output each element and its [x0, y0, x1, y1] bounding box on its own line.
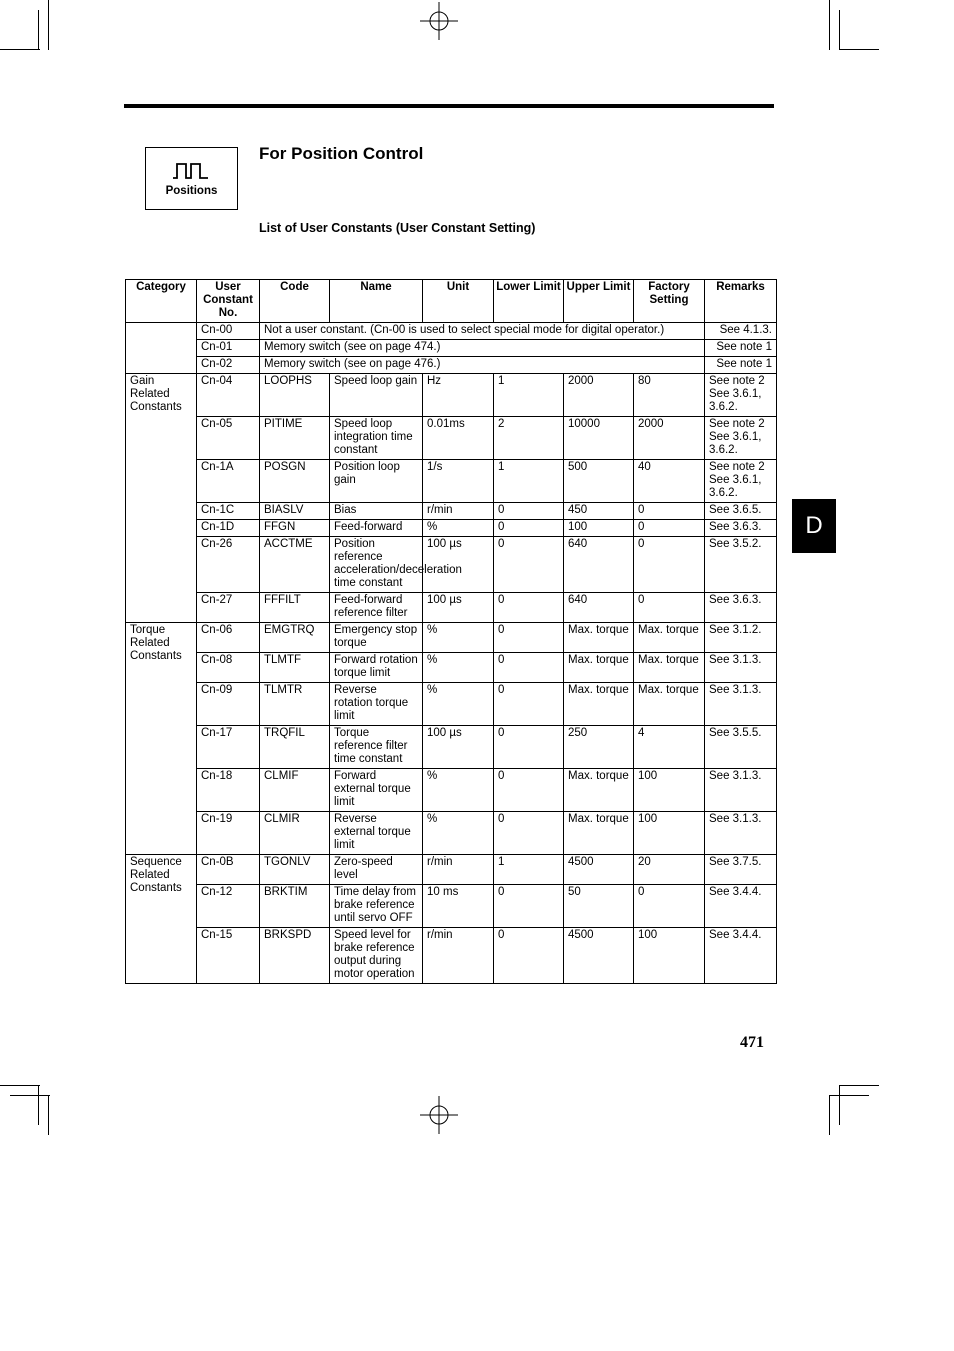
crop-mark [839, 10, 840, 50]
table-row [126, 653, 777, 683]
name-cell: Torque reference filter time constant [330, 726, 423, 769]
factory-setting-cell: 100 [634, 928, 705, 984]
upper-limit-cell: 640 [564, 537, 634, 593]
constant-no-cell: Cn-12 [197, 885, 260, 928]
table-row [126, 503, 777, 520]
upper-limit-cell: 250 [564, 726, 634, 769]
remarks-cell: See 3.7.5. [705, 855, 777, 885]
code-cell: BIASLV [260, 503, 330, 520]
constant-no-cell: Cn-1A [197, 460, 260, 503]
name-cell: Forward external torque limit [330, 769, 423, 812]
remarks-cell: See 3.4.4. [705, 885, 777, 928]
crop-mark [0, 1085, 40, 1086]
remarks-cell: See 3.6.5. [705, 503, 777, 520]
factory-setting-cell: 0 [634, 520, 705, 537]
header-code: Code [260, 280, 330, 323]
unit-cell: % [423, 812, 494, 855]
unit-cell: 100 µs [423, 726, 494, 769]
code-cell: POSGN [260, 460, 330, 503]
constant-no-cell: Cn-08 [197, 653, 260, 683]
remarks-cell: See 3.5.5. [705, 726, 777, 769]
name-cell: Feed-forward [330, 520, 423, 537]
constant-no-cell: Cn-09 [197, 683, 260, 726]
pulse-train-icon [172, 162, 212, 180]
lower-limit-cell: 0 [494, 593, 564, 623]
factory-setting-cell: 2000 [634, 417, 705, 460]
code-cell: CLMIR [260, 812, 330, 855]
upper-limit-cell: Max. torque [564, 769, 634, 812]
unit-cell: 100 µs [423, 593, 494, 623]
lower-limit-cell: 0 [494, 885, 564, 928]
upper-limit-cell: 2000 [564, 374, 634, 417]
name-cell: Position loop gain [330, 460, 423, 503]
table-row-special [126, 340, 777, 357]
remarks-cell: See 3.5.2. [705, 537, 777, 593]
constant-no-cell: Cn-17 [197, 726, 260, 769]
constant-no-cell: Cn-06 [197, 623, 260, 653]
name-cell: Emergency stop torque [330, 623, 423, 653]
unit-cell: 1/s [423, 460, 494, 503]
page-title: For Position Control [259, 144, 424, 163]
remarks-cell: See 3.1.3. [705, 683, 777, 726]
code-cell: FFFILT [260, 593, 330, 623]
unit-cell: % [423, 769, 494, 812]
code-cell: ACCTME [260, 537, 330, 593]
lower-limit-cell: 1 [494, 855, 564, 885]
positions-label: Positions [165, 185, 218, 197]
factory-setting-cell: 0 [634, 503, 705, 520]
description-cell: Memory switch (see on page 476.) [260, 357, 705, 374]
page-number: 471 [740, 1034, 764, 1051]
code-cell: CLMIF [260, 769, 330, 812]
code-cell: FFGN [260, 520, 330, 537]
constant-no-cell: Cn-05 [197, 417, 260, 460]
crop-mark [48, 0, 49, 50]
unit-cell: r/min [423, 855, 494, 885]
description-cell: Memory switch (see on page 474.) [260, 340, 705, 357]
table-row [126, 885, 777, 928]
lower-limit-cell: 0 [494, 520, 564, 537]
remarks-cell: See note 2 See 3.6.1, 3.6.2. [705, 460, 777, 503]
name-cell: Bias [330, 503, 423, 520]
code-cell: LOOPHS [260, 374, 330, 417]
registration-target-bottom [420, 1096, 458, 1134]
constant-no-cell: Cn-1C [197, 503, 260, 520]
lower-limit-cell: 0 [494, 683, 564, 726]
remarks-cell: See 3.4.4. [705, 928, 777, 984]
factory-setting-cell: 100 [634, 769, 705, 812]
table-row [126, 623, 777, 653]
code-cell: PITIME [260, 417, 330, 460]
unit-cell: r/min [423, 503, 494, 520]
user-constants-table [125, 279, 777, 984]
code-cell: BRKSPD [260, 928, 330, 984]
constant-no-cell: Cn-19 [197, 812, 260, 855]
name-cell: Speed loop integration time constant [330, 417, 423, 460]
crop-mark [839, 1085, 879, 1086]
name-cell: Forward rotation torque limit [330, 653, 423, 683]
upper-limit-cell: Max. torque [564, 653, 634, 683]
registration-target-top [420, 2, 458, 40]
remarks-cell: See note 2 See 3.6.1, 3.6.2. [705, 417, 777, 460]
upper-limit-cell: 10000 [564, 417, 634, 460]
remarks-cell: See 3.1.3. [705, 653, 777, 683]
crop-mark [0, 49, 40, 50]
crop-mark [829, 0, 830, 50]
code-cell: TLMTR [260, 683, 330, 726]
constant-no-cell: Cn-26 [197, 537, 260, 593]
lower-limit-cell: 1 [494, 460, 564, 503]
lower-limit-cell: 0 [494, 726, 564, 769]
header-upper-limit: Upper Limit [564, 280, 634, 323]
code-cell: TLMTF [260, 653, 330, 683]
factory-setting-cell: 100 [634, 812, 705, 855]
remarks-cell: See 3.1.2. [705, 623, 777, 653]
remarks-cell: See 3.1.3. [705, 812, 777, 855]
factory-setting-cell: 80 [634, 374, 705, 417]
factory-setting-cell: 0 [634, 537, 705, 593]
table-row [126, 417, 777, 460]
lower-limit-cell: 0 [494, 537, 564, 593]
crop-mark [38, 1085, 39, 1125]
table-row [126, 769, 777, 812]
constant-no-cell: Cn-02 [197, 357, 260, 374]
code-cell: TRQFIL [260, 726, 330, 769]
header-name: Name [330, 280, 423, 323]
category-cell: Sequence Related Constants [126, 855, 197, 984]
unit-cell: % [423, 683, 494, 726]
header-unit: Unit [423, 280, 494, 323]
header-factory-setting: Factory Setting [634, 280, 705, 323]
constant-no-cell: Cn-1D [197, 520, 260, 537]
upper-limit-cell: 640 [564, 593, 634, 623]
lower-limit-cell: 0 [494, 503, 564, 520]
description-cell: Not a user constant. (Cn-00 is used to select special mode for digital operator.) [260, 323, 705, 340]
lower-limit-cell: 0 [494, 928, 564, 984]
table-row-special [126, 357, 777, 374]
upper-limit-cell: Max. torque [564, 812, 634, 855]
unit-cell: 100 µs [423, 537, 494, 593]
crop-mark [829, 1095, 830, 1135]
crop-mark [839, 1085, 840, 1125]
lower-limit-cell: 0 [494, 653, 564, 683]
upper-limit-cell: 450 [564, 503, 634, 520]
category-cell: Torque Related Constants [126, 623, 197, 855]
remarks-cell: See 3.6.3. [705, 593, 777, 623]
crop-mark [38, 10, 39, 50]
name-cell: Reverse external torque limit [330, 812, 423, 855]
appendix-tab: D [792, 499, 836, 553]
unit-cell: % [423, 653, 494, 683]
code-cell: EMGTRQ [260, 623, 330, 653]
factory-setting-cell: 40 [634, 460, 705, 503]
upper-limit-cell: Max. torque [564, 683, 634, 726]
constant-no-cell: Cn-18 [197, 769, 260, 812]
crop-mark [10, 1095, 50, 1096]
upper-limit-cell: 4500 [564, 855, 634, 885]
factory-setting-cell: 0 [634, 885, 705, 928]
table-row [126, 537, 777, 593]
name-cell: Position reference acceleration/deceleration time constant [330, 537, 423, 593]
lower-limit-cell: 1 [494, 374, 564, 417]
unit-cell: 10 ms [423, 885, 494, 928]
upper-limit-cell: 50 [564, 885, 634, 928]
table-row [126, 520, 777, 537]
name-cell: Feed-forward reference filter [330, 593, 423, 623]
upper-limit-cell: 500 [564, 460, 634, 503]
remarks-cell: See note 2 See 3.6.1, 3.6.2. [705, 374, 777, 417]
code-cell: TGONLV [260, 855, 330, 885]
constant-no-cell: Cn-15 [197, 928, 260, 984]
header-user-constant-no: User Constant No. [197, 280, 260, 323]
factory-setting-cell: 4 [634, 726, 705, 769]
unit-cell: r/min [423, 928, 494, 984]
lower-limit-cell: 0 [494, 812, 564, 855]
factory-setting-cell: 20 [634, 855, 705, 885]
constant-no-cell: Cn-00 [197, 323, 260, 340]
factory-setting-cell: Max. torque [634, 683, 705, 726]
unit-cell: % [423, 623, 494, 653]
name-cell: Time delay from brake reference until servo OFF [330, 885, 423, 928]
factory-setting-cell: 0 [634, 593, 705, 623]
table-row [126, 812, 777, 855]
remarks-cell: See 3.6.3. [705, 520, 777, 537]
table-row [126, 460, 777, 503]
header-rule [124, 104, 774, 108]
table-row [126, 593, 777, 623]
table-row [126, 374, 777, 417]
constant-no-cell: Cn-0B [197, 855, 260, 885]
factory-setting-cell: Max. torque [634, 623, 705, 653]
lower-limit-cell: 2 [494, 417, 564, 460]
remarks-cell: See note 1 [705, 357, 777, 374]
header-remarks: Remarks [705, 280, 777, 323]
crop-mark [839, 49, 879, 50]
lower-limit-cell: 0 [494, 769, 564, 812]
factory-setting-cell: Max. torque [634, 653, 705, 683]
remarks-cell: See 3.1.3. [705, 769, 777, 812]
name-cell: Reverse rotation torque limit [330, 683, 423, 726]
constant-no-cell: Cn-01 [197, 340, 260, 357]
crop-mark [829, 1095, 869, 1096]
remarks-cell: See note 1 [705, 340, 777, 357]
upper-limit-cell: 100 [564, 520, 634, 537]
table-row [126, 683, 777, 726]
remarks-cell: See 4.1.3. [705, 323, 777, 340]
table-row [126, 855, 777, 885]
unit-cell: % [423, 520, 494, 537]
category-cell: Gain Related Constants [126, 374, 197, 623]
constant-no-cell: Cn-27 [197, 593, 260, 623]
positions-icon-box [145, 147, 238, 210]
header-lower-limit: Lower Limit [494, 280, 564, 323]
constant-no-cell: Cn-04 [197, 374, 260, 417]
code-cell: BRKTIM [260, 885, 330, 928]
header-category: Category [126, 280, 197, 323]
upper-limit-cell: Max. torque [564, 623, 634, 653]
table-row-special [126, 323, 777, 340]
upper-limit-cell: 4500 [564, 928, 634, 984]
table-row [126, 726, 777, 769]
section-subtitle: List of User Constants (User Constant Setting) [259, 221, 536, 235]
lower-limit-cell: 0 [494, 623, 564, 653]
unit-cell: 0.01ms [423, 417, 494, 460]
crop-mark [48, 1095, 49, 1135]
unit-cell: Hz [423, 374, 494, 417]
name-cell: Speed loop gain [330, 374, 423, 417]
table-row [126, 928, 777, 984]
category-cell-empty [126, 323, 197, 374]
name-cell: Zero-speed level [330, 855, 423, 885]
name-cell: Speed level for brake reference output during motor operation [330, 928, 423, 984]
table-header-row [126, 280, 777, 323]
